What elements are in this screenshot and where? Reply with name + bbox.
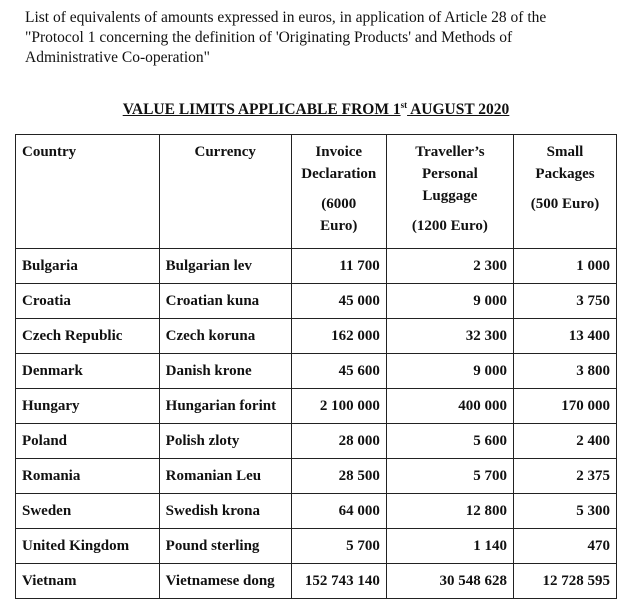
cell-currency: Croatian kuna <box>159 284 291 319</box>
cell-invoice: 28 000 <box>291 424 386 459</box>
cell-traveller: 400 000 <box>386 389 513 424</box>
cell-country: Romania <box>16 459 160 494</box>
cell-currency: Pound sterling <box>159 529 291 564</box>
intro-line-3: Administrative Co-operation" <box>25 49 210 66</box>
table-row <box>16 494 617 529</box>
cell-invoice: 45 600 <box>291 354 386 389</box>
cell-currency: Romanian Leu <box>159 459 291 494</box>
header-invoice-line2: Declaration <box>301 166 377 182</box>
cell-traveller: 5 700 <box>386 459 513 494</box>
heading-prefix: VALUE LIMITS APPLICABLE FROM 1 <box>122 101 401 118</box>
cell-country: Croatia <box>16 284 160 319</box>
table-row <box>16 424 617 459</box>
cell-currency: Czech koruna <box>159 319 291 354</box>
cell-currency: Swedish krona <box>159 494 291 529</box>
cell-invoice: 152 743 140 <box>291 564 386 599</box>
table-row <box>16 459 617 494</box>
header-small-packages <box>514 135 617 249</box>
table-row <box>16 564 617 599</box>
cell-country: Hungary <box>16 389 160 424</box>
header-country: Country <box>16 135 160 249</box>
cell-small: 2 375 <box>514 459 617 494</box>
cell-country: Czech Republic <box>16 319 160 354</box>
header-currency: Currency <box>159 135 291 249</box>
table-row <box>16 389 617 424</box>
table-row <box>16 319 617 354</box>
header-traveller-line3: Luggage <box>422 188 478 204</box>
value-limits-table <box>15 134 617 599</box>
intro-line-2: "Protocol 1 concerning the definition of 'Originating Products' and Methods of <box>25 29 513 46</box>
header-invoice-line1: Invoice <box>315 144 363 160</box>
header-traveller-limit: (1200 Euro) <box>411 218 488 234</box>
cell-invoice: 28 500 <box>291 459 386 494</box>
cell-small: 470 <box>514 529 617 564</box>
cell-invoice: 2 100 000 <box>291 389 386 424</box>
header-traveller-line2: Personal <box>422 166 478 182</box>
cell-small: 170 000 <box>514 389 617 424</box>
header-invoice-limit: (6000 Euro) <box>320 196 358 234</box>
table-heading <box>0 100 632 119</box>
cell-country: United Kingdom <box>16 529 160 564</box>
cell-currency: Danish krone <box>159 354 291 389</box>
table-row <box>16 284 617 319</box>
cell-country: Sweden <box>16 494 160 529</box>
cell-traveller: 1 140 <box>386 529 513 564</box>
header-small-limit: (500 Euro) <box>530 196 600 212</box>
cell-small: 1 000 <box>514 249 617 284</box>
cell-small: 3 800 <box>514 354 617 389</box>
table-row <box>16 529 617 564</box>
cell-traveller: 30 548 628 <box>386 564 513 599</box>
heading-superscript: st <box>400 100 408 110</box>
cell-invoice: 45 000 <box>291 284 386 319</box>
cell-country: Vietnam <box>16 564 160 599</box>
heading-suffix: AUGUST 2020 <box>407 101 510 118</box>
cell-currency: Polish zloty <box>159 424 291 459</box>
cell-country: Bulgaria <box>16 249 160 284</box>
cell-small: 2 400 <box>514 424 617 459</box>
cell-small: 12 728 595 <box>514 564 617 599</box>
cell-country: Poland <box>16 424 160 459</box>
header-traveller <box>386 135 513 249</box>
cell-invoice: 64 000 <box>291 494 386 529</box>
table-row <box>16 354 617 389</box>
cell-currency: Vietnamese dong <box>159 564 291 599</box>
cell-country: Denmark <box>16 354 160 389</box>
cell-traveller: 9 000 <box>386 354 513 389</box>
table-row <box>16 249 617 284</box>
cell-small: 5 300 <box>514 494 617 529</box>
cell-invoice: 162 000 <box>291 319 386 354</box>
intro-paragraph <box>25 8 620 68</box>
cell-traveller: 12 800 <box>386 494 513 529</box>
cell-small: 13 400 <box>514 319 617 354</box>
cell-traveller: 2 300 <box>386 249 513 284</box>
intro-line-1: List of equivalents of amounts expressed in euros, in application of Article 28 of the <box>25 9 547 26</box>
header-invoice <box>291 135 386 249</box>
cell-invoice: 5 700 <box>291 529 386 564</box>
header-small-line2: Packages <box>535 166 595 182</box>
header-small-line1: Small <box>546 144 584 160</box>
cell-small: 3 750 <box>514 284 617 319</box>
cell-traveller: 9 000 <box>386 284 513 319</box>
cell-invoice: 11 700 <box>291 249 386 284</box>
cell-traveller: 5 600 <box>386 424 513 459</box>
header-traveller-line1: Traveller’s <box>415 144 485 160</box>
header-row <box>16 135 617 249</box>
cell-currency: Hungarian forint <box>159 389 291 424</box>
cell-traveller: 32 300 <box>386 319 513 354</box>
cell-currency: Bulgarian lev <box>159 249 291 284</box>
